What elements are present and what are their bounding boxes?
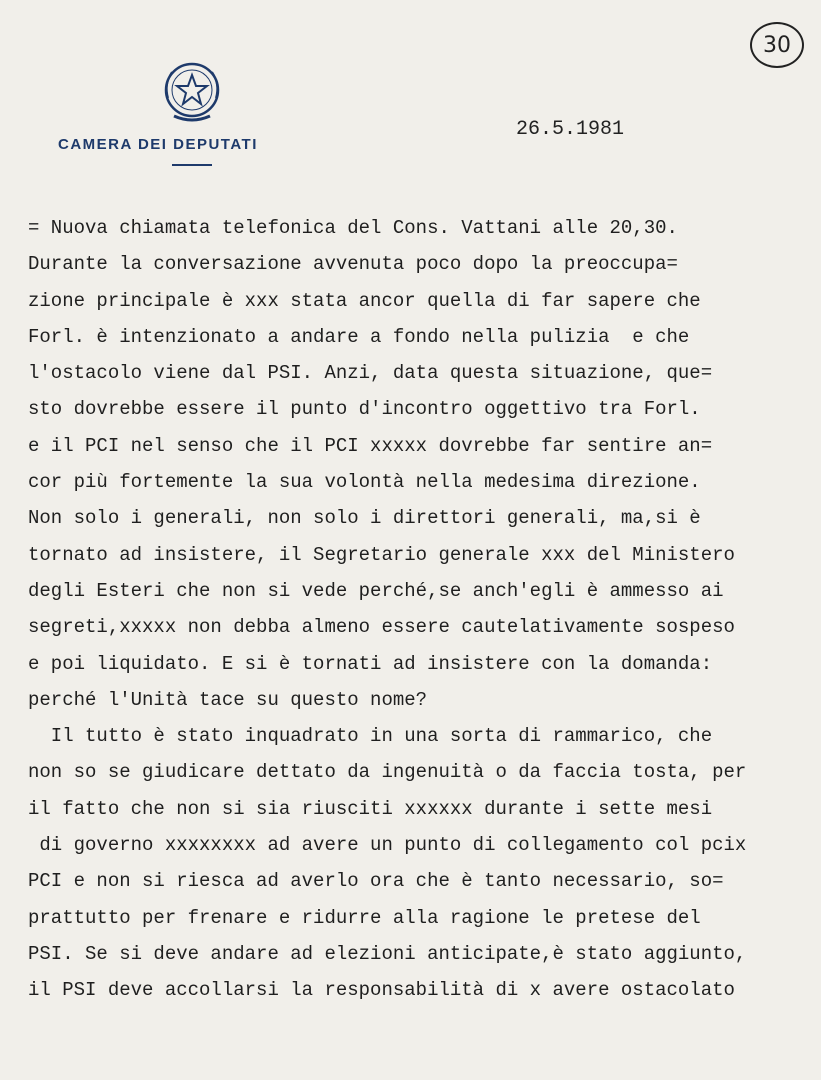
text-line: di governo xxxxxxxx ad avere un punto di collegamento col pcix: [28, 834, 747, 857]
text-line: segreti,xxxxx non debba almeno essere cautelativamente sospeso: [28, 616, 735, 639]
text-line: il fatto che non si sia riusciti xxxxxx durante i sette mesi: [28, 797, 713, 820]
text-line: sto dovrebbe essere il punto d'incontro oggettivo tra Forl.: [28, 398, 701, 421]
text-line: non so se giudicare dettato da ingenuità o da faccia tosta, per: [28, 761, 747, 784]
header-divider: [172, 164, 212, 166]
text-line: cor più fortemente la sua volontà nella medesima direzione.: [28, 471, 701, 494]
italian-republic-emblem-icon: [160, 58, 224, 126]
text-line: il PSI deve accollarsi la responsabilità di x avere ostacolato: [28, 979, 735, 1002]
text-line: zione principale è xxx stata ancor quella di far sapere che: [28, 289, 701, 312]
typewritten-body: [28, 210, 818, 1009]
document-date: 26.5.1981: [516, 118, 625, 141]
text-line: e il PCI nel senso che il PCI xxxxx dovrebbe far sentire an=: [28, 434, 713, 457]
text-line: Forl. è intenzionato a andare a fondo nella pulizia e che: [28, 325, 690, 348]
text-line: l'ostacolo viene dal PSI. Anzi, data questa situazione, que=: [28, 362, 713, 385]
text-line: = Nuova chiamata telefonica del Cons. Vattani alle 20,30.: [28, 217, 678, 239]
institution-name: CAMERA DEI DEPUTATI: [58, 136, 258, 153]
text-line: Durante la conversazione avvenuta poco dopo la preoccupa=: [28, 253, 678, 276]
text-line: perché l'Unità tace su questo nome?: [28, 688, 428, 711]
text-line: Il tutto è stato inquadrato in una sorta di rammarico, che: [28, 725, 713, 748]
text-line: PSI. Se si deve andare ad elezioni anticipate,è stato aggiunto,: [28, 942, 747, 965]
text-line: Non solo i generali, non solo i direttori generali, ma,si è: [28, 507, 701, 530]
text-line: degli Esteri che non si vede perché,se anch'egli è ammesso ai: [28, 579, 724, 602]
text-line: prattutto per frenare e ridurre alla ragione le pretese del: [28, 906, 701, 929]
page-number: 30: [750, 22, 804, 68]
text-line: PCI e non si riesca ad averlo ora che è tanto necessario, so=: [28, 870, 724, 893]
text-line: tornato ad insistere, il Segretario generale xxx del Ministero: [28, 543, 735, 566]
text-line: e poi liquidato. E si è tornati ad insistere con la domanda:: [28, 652, 713, 675]
